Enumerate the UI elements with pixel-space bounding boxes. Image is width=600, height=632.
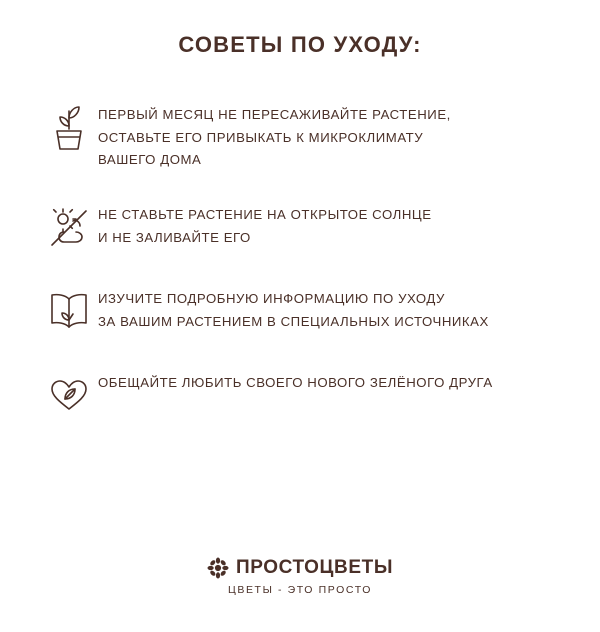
flower-logo-icon	[207, 557, 229, 579]
tip-text	[98, 202, 432, 249]
tip-text	[98, 102, 451, 172]
potted-plant-icon	[40, 98, 98, 156]
tip-line: И НЕ ЗАЛИВАЙТЕ ЕГО	[98, 229, 251, 245]
heart-leaf-icon	[40, 366, 98, 424]
list-item	[40, 286, 570, 340]
tip-text	[98, 286, 489, 333]
brand-tagline: ЦВЕТЫ - ЭТО ПРОСТО	[227, 584, 373, 596]
brand-row	[0, 557, 600, 579]
footer-branding	[0, 557, 600, 596]
brand-name: ПРОСТОЦВЕТЫ	[235, 557, 394, 578]
tip-line: ПЕРВЫЙ МЕСЯЦ НЕ ПЕРЕСАЖИВАЙТЕ РАСТЕНИЕ,	[98, 107, 451, 122]
open-book-icon	[40, 282, 98, 340]
list-item	[40, 370, 570, 424]
tips-list	[0, 102, 600, 424]
no-sun-icon	[40, 198, 98, 256]
tip-text	[98, 370, 493, 395]
tip-line: НЕ СТАВЬТЕ РАСТЕНИЕ НА ОТКРЫТОЕ СОЛНЦЕ	[98, 207, 432, 223]
list-item	[40, 202, 570, 256]
tip-line: ЗА ВАШИМ РАСТЕНИЕМ В СПЕЦИАЛЬНЫХ ИСТОЧНИКАХ	[98, 313, 489, 329]
tip-line: ОСТАВЬТЕ ЕГО ПРИВЫКАТЬ К МИКРОКЛИМАТУ	[98, 129, 424, 145]
tip-line: ОБЕЩАЙТЕ ЛЮБИТЬ СВОЕГО НОВОГО ЗЕЛЁНОГО ДРУГА	[98, 375, 493, 391]
tip-line: ВАШЕГО ДОМА	[98, 152, 202, 168]
list-item	[40, 102, 570, 172]
tip-line: ИЗУЧИТЕ ПОДРОБНУЮ ИНФОРМАЦИЮ ПО УХОДУ	[98, 291, 445, 307]
page-title: СОВЕТЫ ПО УХОДУ:	[178, 32, 422, 57]
care-tips-card	[0, 32, 600, 632]
